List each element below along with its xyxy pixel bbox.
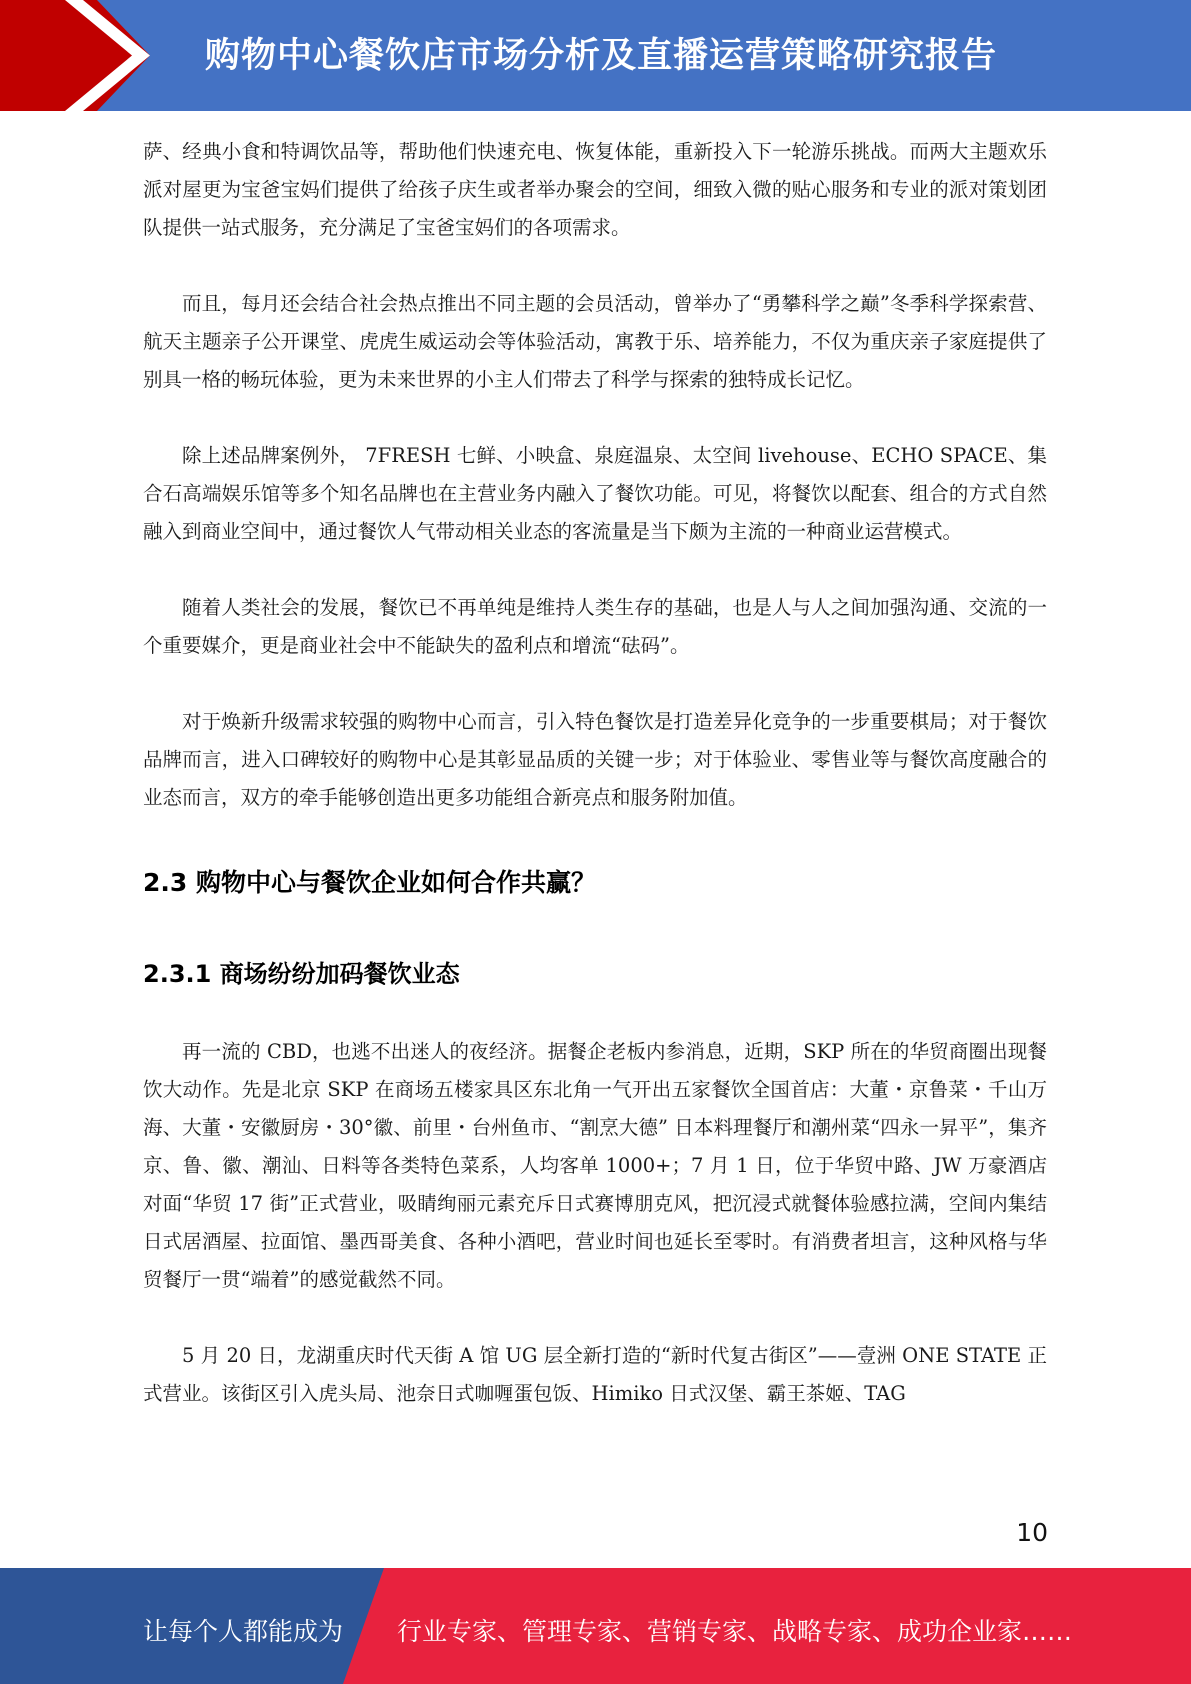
paragraph-6: 再一流的 CBD，也逃不出迷人的夜经济。据餐企老板内参消息，近期，SKP 所在的华贸商圈出现餐饮大动作。先是北京 SKP 在商场五楼家具区东北角一气开出五家餐饮全国首店：大董・京鲁菜・千山万海、大董・安徽厨房・30°徽、前里・台州鱼市、“割烹大德” 日本料理餐厅和潮州菜“四永一昇平”，集齐京、鲁、徽、潮汕、日料等各类特色菜系，人均客单 1000+；7 月 1 日，位于华贸中路、JW 万豪酒店对面“华贸 17 街”正式营业，吸睛绚丽元素充斥日式赛博朋克风，把沉浸式就餐体验感拉满，空间内集结日式居酒屋、拉面馆、墨西哥美食、各种小酒吧，营业时间也延长至零时。有消费者坦言，这种风格与华贸餐厅一贯“端着”的感觉截然不同。 <box>143 1040 1047 1291</box>
page-header <box>0 0 1191 111</box>
footer-slogan-right: 行业专家、管理专家、营销专家、战略专家、成功企业家…… <box>397 1617 1073 1646</box>
paragraph-4: 随着人类社会的发展，餐饮已不再单纯是维持人类生存的基础，也是人与人之间加强沟通、交流的一个重要媒介，更是商业社会中不能缺失的盈利点和增流“砝码”。 <box>143 596 1047 657</box>
section-heading-2-3: 2.3 购物中心与餐饮企业如何合作共赢？ <box>143 868 596 897</box>
report-title: 购物中心餐饮店市场分析及直播运营策略研究报告 <box>205 36 998 76</box>
page-number: 10 <box>1016 1518 1048 1547</box>
paragraph-2: 而且，每月还会结合社会热点推出不同主题的会员活动，曾举办了“勇攀科学之巅”冬季科学探索营、航天主题亲子公开课堂、虎虎生威运动会等体验活动，寓教于乐、培养能力，不仅为重庆亲子家庭提供了别具一格的畅玩体验，更为未来世界的小主人们带去了科学与探索的独特成长记忆。 <box>143 292 1047 391</box>
paragraph-7: 5 月 20 日，龙湖重庆时代天街 A 馆 UG 层全新打造的“新时代复古街区”——壹洲 ONE STATE 正式营业。该街区引入虎头局、池奈日式咖喱蛋包饭、Himiko 日式汉堡、霸王茶姬、TAG <box>143 1344 1047 1405</box>
paragraph-3: 除上述品牌案例外， 7FRESH 七鲜、小映盒、泉庭温泉、太空间 livehouse、ECHO SPACE、集合石高端娱乐馆等多个知名品牌也在主营业务内融入了餐饮功能。可见，将餐饮以配套、组合的方式自然融入到商业空间中，通过餐饮人气带动相关业态的客流量是当下颇为主流的一种商业运营模式。 <box>143 444 1047 543</box>
page-content <box>143 133 1047 1413</box>
footer-slogan-left: 让每个人都能成为 <box>143 1617 344 1646</box>
paragraph-1: 萨、经典小食和特调饮品等，帮助他们快速充电、恢复体能，重新投入下一轮游乐挑战。而两大主题欢乐派对屋更为宝爸宝妈们提供了给孩子庆生或者举办聚会的空间，细致入微的贴心服务和专业的派对策划团队提供一站式服务，充分满足了宝爸宝妈们的各项需求。 <box>143 140 1047 239</box>
header-chevron-white-edge <box>60 0 160 111</box>
section-heading-2-3-1: 2.3.1 商场纷纷加码餐饮业态 <box>143 960 460 988</box>
paragraph-5: 对于焕新升级需求较强的购物中心而言，引入特色餐饮是打造差异化竞争的一步重要棋局；对于餐饮品牌而言，进入口碑较好的购物中心是其彰显品质的关键一步；对于体验业、零售业等与餐饮高度融合的业态而言，双方的牵手能够创造出更多功能组合新亮点和服务附加值。 <box>143 710 1047 809</box>
